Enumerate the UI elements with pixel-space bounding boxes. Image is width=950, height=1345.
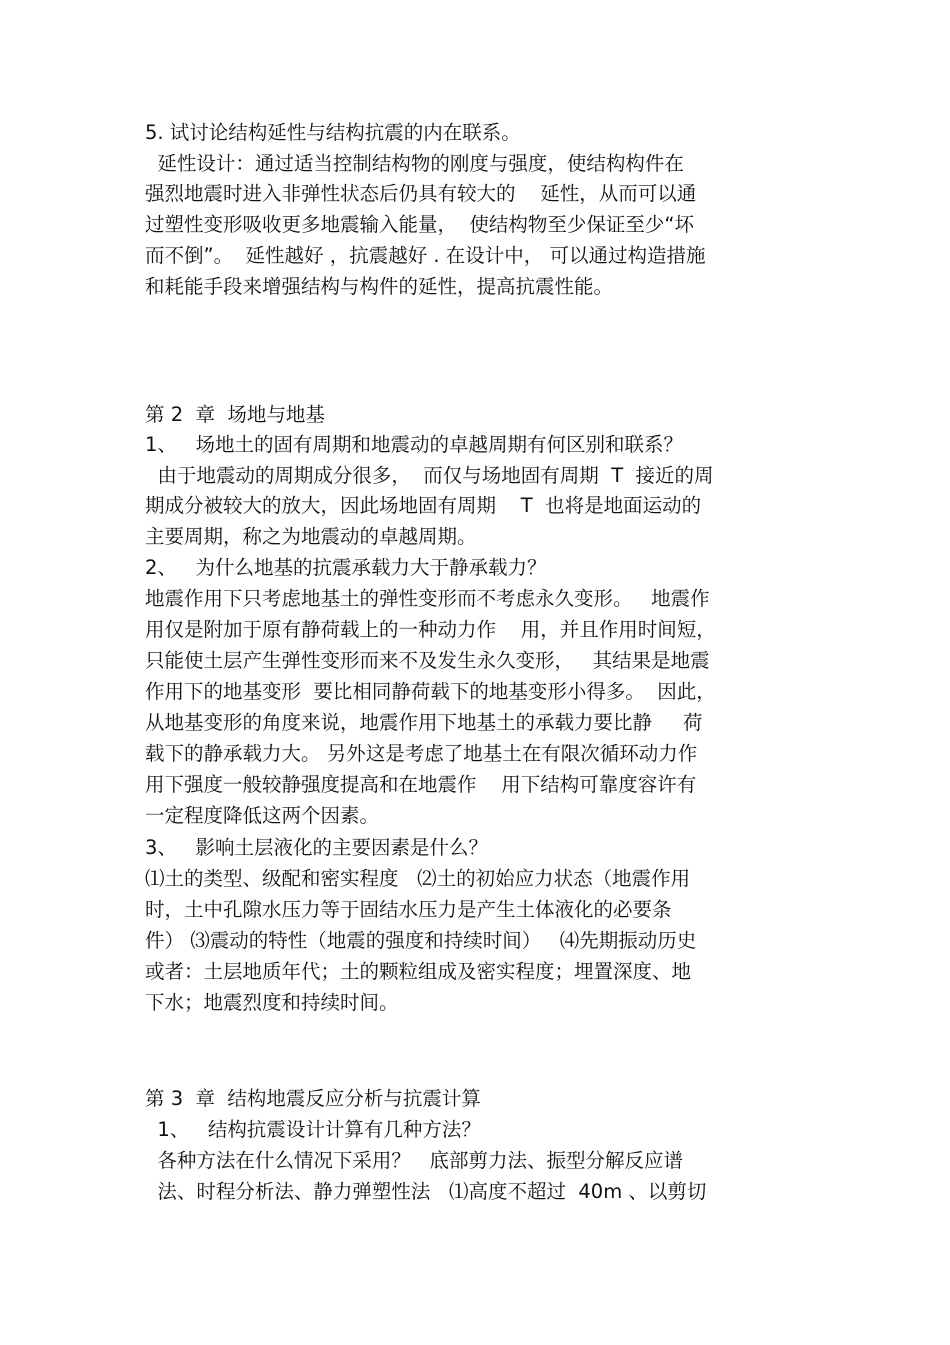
answer-line: 地震作用下只考虑地基土的弹性变形而不考虑永久变形。 地震作 <box>145 587 710 610</box>
answer-line: 时，土中孔隙水压力等于固结水压力是产生土体液化的必要条 <box>145 898 672 921</box>
answer-line: 各种方法在什么情况下采用？ 底部剪力法、振型分解反应谱 <box>145 1149 683 1172</box>
answer-line: 和耗能手段来增强结构与构件的延性，提高抗震性能。 <box>145 275 614 298</box>
answer-line: 而不倒”。 延性越好 ，抗震越好 . 在设计中， 可以通过构造措施 <box>145 244 706 267</box>
answer-line: 用仅是附加于原有静荷载上的一种动力作 用，并且作用时间短， <box>145 618 716 641</box>
question-title: 2、 为什么地基的抗震承载力大于静承载力？ <box>145 556 547 579</box>
answer-line: 或者：土层地质年代；土的颗粒组成及密实程度；埋置深度、地 <box>145 960 692 983</box>
question-title: 3、 影响土层液化的主要因素是什么？ <box>145 836 489 859</box>
answer-line: 件） ⑶震动的特性（地震的强度和持续时间） ⑷先期振动历史 <box>145 929 697 952</box>
answer-line: 延性设计：通过适当控制结构物的刚度与强度，使结构构件在 <box>145 152 684 175</box>
answer-line: 用下强度一般较静强度提高和在地震作 用下结构可靠度容许有 <box>145 773 697 796</box>
question-title: 1、 结构抗震设计计算有几种方法？ <box>145 1118 481 1141</box>
answer-line: 只能使土层产生弹性变形而来不及发生永久变形， 其结果是地震 <box>145 649 710 672</box>
answer-line: 作用下的地基变形 要比相同静荷载下的地基变形小得多。 因此， <box>145 680 716 703</box>
answer-line: 过塑性变形吸收更多地震输入能量， 使结构物至少保证至少“坏 <box>145 213 694 236</box>
answer-line: 期成分被较大的放大，因此场地固有周期 T 也将是地面运动的 <box>145 494 702 517</box>
answer-line: 主要周期，称之为地震动的卓越周期。 <box>145 525 477 548</box>
answer-line: 载下的静承载力大。 另外这是考虑了地基土在有限次循环动力作 <box>145 742 698 765</box>
answer-line: 从地基变形的角度来说，地震作用下地基土的承载力要比静 荷 <box>145 711 703 734</box>
answer-line: 下水；地震烈度和持续时间。 <box>145 991 399 1014</box>
question-title: 1、 场地土的固有周期和地震动的卓越周期有何区别和联系？ <box>145 433 684 456</box>
answer-line: 强烈地震时进入非弹性状态后仍具有较大的 延性，从而可以通 <box>145 182 697 205</box>
question-5-title: 5. 试讨论结构延性与结构抗震的内在联系。 <box>145 121 521 144</box>
answer-line: 一定程度降低这两个因素。 <box>145 804 380 827</box>
answer-line: ⑴土的类型、级配和密实程度 ⑵土的初始应力状态（地震作用 <box>145 867 691 890</box>
answer-line: 由于地震动的周期成分很多， 而仅与场地固有周期 T 接近的周 <box>145 464 714 487</box>
chapter-2-heading: 第 2 章 场地与地基 <box>145 403 325 426</box>
chapter-3-heading: 第 3 章 结构地震反应分析与抗震计算 <box>145 1087 481 1110</box>
answer-line: 法、时程分析法、静力弹塑性法 ⑴高度不超过 40m 、以剪切 <box>145 1180 707 1203</box>
